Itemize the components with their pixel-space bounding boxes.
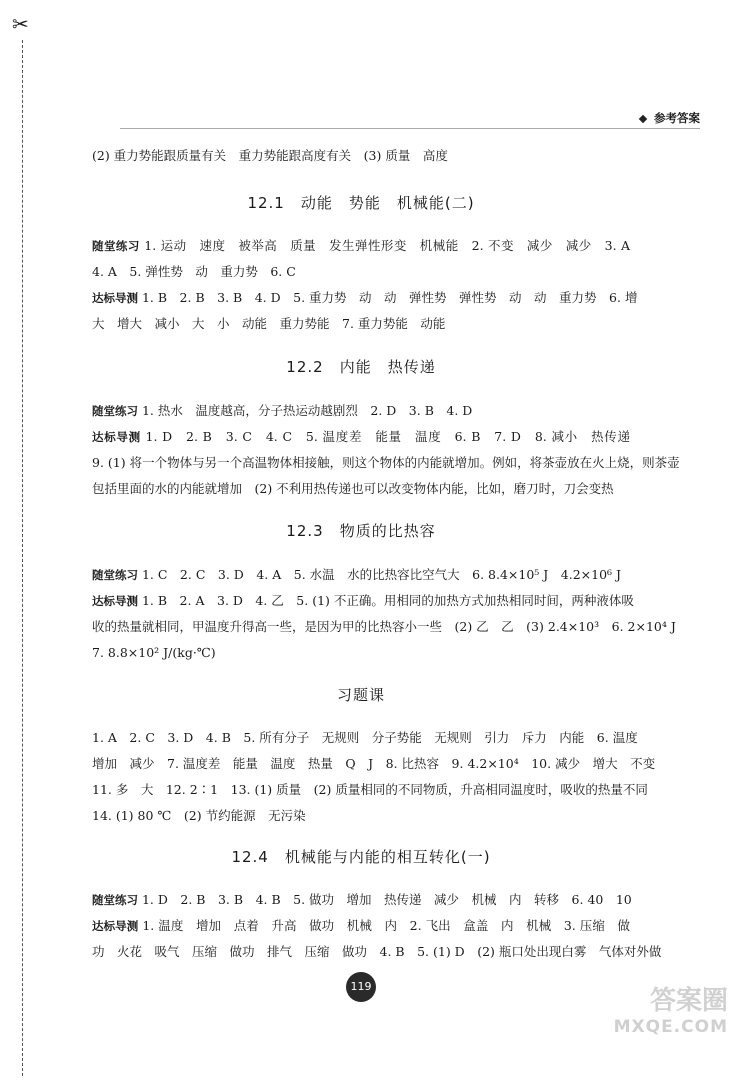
line-text: 1. B 2. B 3. B 4. D 5. 重力势 动 动 弹性势 弹性势 动 动 重力势 6. 增 xyxy=(138,290,638,305)
line-text: 9. (1) 将一个物体与另一个高温物体相接触，则这个物体的内能就增加。例如，将茶壶放在火上烧，则茶壶 xyxy=(92,455,680,470)
answer-line xyxy=(92,285,638,311)
line-lead: 达标导测 xyxy=(92,291,138,305)
header-divider xyxy=(120,128,700,129)
line-text: 1. C 2. C 3. D 4. A 5. 水温 水的比热容比空气大 6. 8.4×10⁵ J 4.2×10⁶ J xyxy=(138,567,622,582)
line-lead: 达标导测 xyxy=(92,919,139,933)
line-text: 1. B 2. A 3. D 4. 乙 5. (1) 不正确。用相同的加热方式加热相同时间，两种液体吸 xyxy=(138,593,634,608)
answer-line xyxy=(92,398,630,424)
answer-line xyxy=(92,640,630,666)
watermark-logo xyxy=(588,986,728,1046)
section-title-exercise: 习题课 xyxy=(336,686,385,704)
answer-line xyxy=(92,614,676,640)
line-lead: 随堂练习 xyxy=(92,404,138,418)
answer-line xyxy=(92,259,630,285)
line-text: 4. A 5. 弹性势 动 重力势 6. C xyxy=(92,264,296,279)
answer-line xyxy=(92,233,630,259)
page-header: 参考答案 xyxy=(654,111,700,125)
line-text: 1. D 2. B 3. C 4. C 5. 温度差 能量 温度 6. B 7. D 8. 减小 热传递 xyxy=(140,429,630,444)
section-body-12-3 xyxy=(92,562,676,666)
line-text: 11. 多 大 12. 2∶1 13. (1) 质量 (2) 质量相同的不同物质，升高相同温度时，吸收的热量不同 xyxy=(92,782,648,797)
section-title-12-1: 12.1 动能 势能 机械能(二) xyxy=(247,194,475,212)
intro-block xyxy=(92,143,630,169)
watermark-line1: 答案圈 xyxy=(649,986,728,1016)
answer-line xyxy=(92,939,662,965)
line-text: 收的热量就相同，甲温度升得高一些，是因为甲的比热容小一些 (2) 乙 乙 (3) 2.4×10³ 6. 2×10⁴ J xyxy=(92,619,676,634)
section-title-12-3: 12.3 物质的比热容 xyxy=(286,522,436,540)
line-text: 7. 8.8×10² J/(kg·℃) xyxy=(92,645,216,660)
line-text: 14. (1) 80 ℃ (2) 节约能源 无污染 xyxy=(92,808,306,823)
answer-line xyxy=(92,588,634,614)
section-body-exercise xyxy=(92,725,656,829)
line-lead: 随堂练习 xyxy=(92,568,138,582)
line-text: 1. 热水 温度越高，分子热运动越剧烈 2. D 3. B 4. D xyxy=(138,403,473,418)
answer-line xyxy=(92,311,630,337)
section-body-12-1 xyxy=(92,233,638,337)
line-text: 包括里面的水的内能就增加 (2) 不利用热传递也可以改变物体内能，比如，磨刀时，刀会变热 xyxy=(92,481,614,496)
intro-line: (2) 重力势能跟质量有关 重力势能跟高度有关 (3) 质量 高度 xyxy=(92,148,448,163)
section-body-12-2 xyxy=(92,398,680,502)
answer-line xyxy=(92,424,630,450)
line-text: 1. 运动 速度 被举高 质量 发生弹性形变 机械能 2. 不变 减少 减少 3. A xyxy=(139,238,631,253)
section-body-12-4 xyxy=(92,887,662,965)
answer-line xyxy=(92,725,638,751)
answer-line xyxy=(92,751,656,777)
line-text: 功 火花 吸气 压缩 做功 排气 压缩 做功 4. B 5. (1) D (2) 瓶口处出现白雾 气体对外做 xyxy=(92,944,662,959)
answer-line xyxy=(92,913,630,939)
section-title-12-4: 12.4 机械能与内能的相互转化(一) xyxy=(231,848,491,866)
line-text: 大 增大 减小 大 小 动能 重力势能 7. 重力势能 动能 xyxy=(92,316,446,331)
line-text: 1. D 2. B 3. B 4. B 5. 做功 增加 热传递 减少 机械 内 转移 6. 40 10 xyxy=(138,892,632,907)
scissors-icon: ✂ xyxy=(12,12,29,36)
line-lead: 达标导测 xyxy=(92,594,138,608)
line-lead: 达标导测 xyxy=(92,430,141,444)
line-lead: 随堂练习 xyxy=(92,239,140,253)
line-text: 1. A 2. C 3. D 4. B 5. 所有分子 无规则 分子势能 无规则 引力 斥力 内能 6. 温度 xyxy=(92,730,638,745)
answer-line xyxy=(92,803,630,829)
answer-line xyxy=(92,562,630,588)
answer-line xyxy=(92,777,648,803)
line-text: 1. 温度 增加 点着 升高 做功 机械 内 2. 飞出 盒盖 内 机械 3. 压缩 做 xyxy=(138,918,630,933)
answer-line xyxy=(92,450,680,476)
page-number: 119 xyxy=(346,972,376,1002)
watermark-line2: MXQE.COM xyxy=(613,1017,728,1037)
cut-line xyxy=(22,40,23,1076)
section-title-12-2: 12.2 内能 热传递 xyxy=(286,358,436,376)
line-lead: 随堂练习 xyxy=(92,893,138,907)
answer-line xyxy=(92,887,630,913)
line-text: 增加 减少 7. 温度差 能量 温度 热量 Q J 8. 比热容 9. 4.2×10⁴ 10. 减少 增大 不变 xyxy=(92,756,656,771)
answer-line xyxy=(92,476,630,502)
